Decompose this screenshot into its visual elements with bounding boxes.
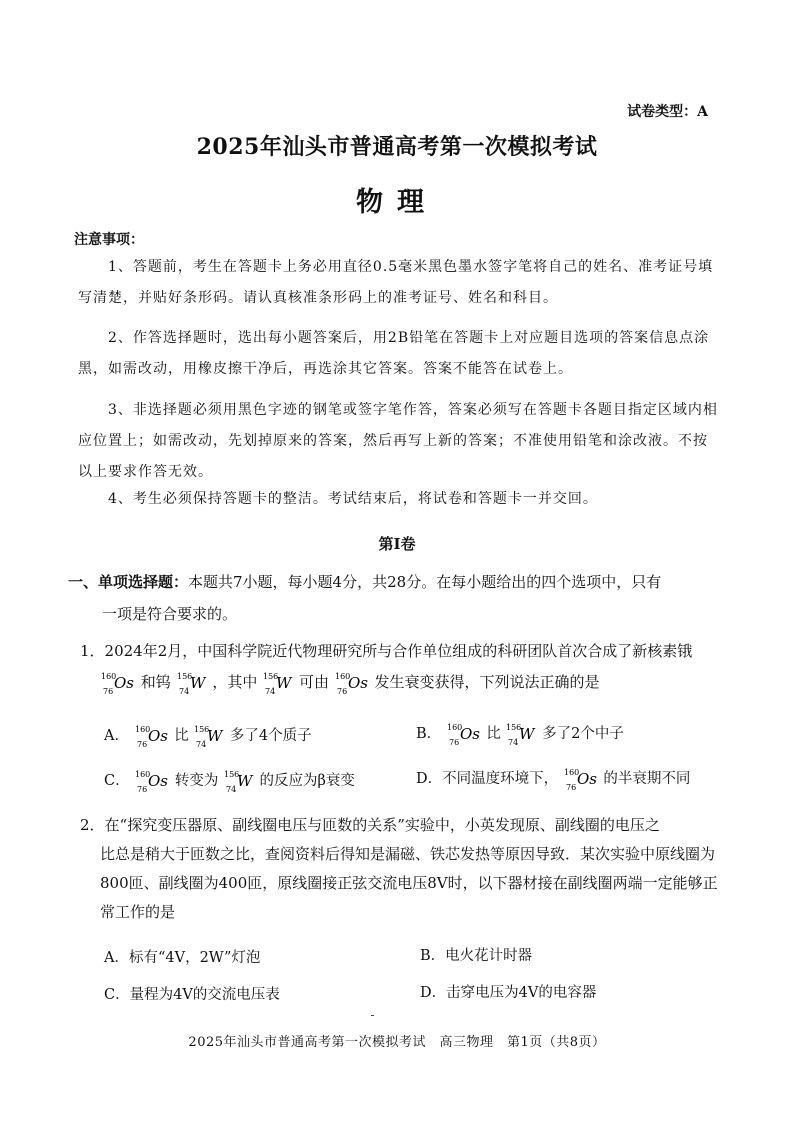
q1-text-2: ，其中 — [212, 673, 258, 691]
section-heading — [68, 566, 733, 630]
element-symbol: W — [207, 727, 223, 745]
nuclide-os — [564, 766, 598, 792]
mass-number: 160 — [135, 770, 151, 779]
q1-text-1: 和钨 — [140, 673, 171, 691]
nuclide-os — [335, 670, 369, 696]
element-symbol: Os — [347, 674, 368, 692]
option-text: 转变为 — [174, 773, 219, 789]
element-symbol: Os — [459, 725, 480, 743]
q1-option-d — [416, 766, 690, 792]
option-text: 比 — [486, 726, 501, 742]
subject-title: 物理 — [356, 187, 438, 218]
exam-type-label: 试卷类型：A — [627, 104, 708, 120]
option-text: 比 — [174, 728, 189, 744]
question-1 — [80, 636, 730, 698]
mass-number: 160 — [134, 725, 150, 734]
atomic-number: 76 — [336, 687, 347, 696]
atomic-number: 74 — [265, 687, 276, 696]
mass-number: 156 — [176, 672, 192, 681]
element-symbol: W — [519, 725, 535, 743]
q2-option-c: C．量程为4V的交流电压表 — [104, 987, 280, 1003]
q2-option-b: B．电火花计时器 — [420, 948, 533, 964]
nuclide-w — [224, 768, 254, 794]
q1-option-b — [416, 721, 624, 747]
option-label: A． — [104, 728, 129, 744]
nuclide-os — [135, 723, 169, 749]
atomic-number: 76 — [448, 738, 459, 747]
note-item-3: 3、非选择题必须用黑色字迹的钢笔或签字笔作答，答案必须写在答题卡各题目指定区域内相应位置上；如需改动，先划掉原来的答案，然后再写上新的答案；不准使用铅笔和涂改液。不按以上要求作答无效。 — [78, 402, 718, 480]
element-symbol: W — [189, 674, 205, 692]
atomic-number: 76 — [137, 785, 148, 794]
exam-title: 2025年汕头市普通高考第一次模拟考试 — [196, 134, 598, 160]
atomic-number: 76 — [565, 783, 576, 792]
atomic-number: 76 — [103, 687, 114, 696]
atomic-number: 74 — [225, 785, 237, 794]
question-1-line2 — [80, 667, 730, 698]
section-desc-line2: 一项是符合要求的。 — [102, 605, 238, 623]
q1-text-4: 发生衰变获得，下列说法正确的是 — [374, 673, 600, 691]
section-number: 一、单项选择题： — [68, 573, 189, 591]
q2-option-a: A．标有“4V，2W”灯泡 — [104, 950, 261, 966]
element-symbol: W — [276, 674, 292, 692]
option-label: B． — [416, 726, 442, 742]
question-2-line1: 2．在“探究变压器原、副线圈电压与匝数的关系”实验中，小英发现原、副线圈的电压之 — [80, 816, 660, 834]
element-symbol: Os — [114, 674, 134, 692]
section-desc-line1: 本题共7小题，每小题4分，共28分。在每小题给出的四个选项中，只有 — [188, 573, 662, 591]
q1-option-c — [104, 768, 355, 794]
page-footer: 2025年汕头市普通高考第一次模拟考试 高三物理 第1页（共8页） — [188, 1035, 606, 1050]
mass-number: 160 — [101, 672, 117, 681]
q1-option-a — [104, 723, 312, 749]
option-text: 的半衰期不同 — [603, 771, 691, 787]
nuclide-w — [177, 670, 207, 696]
note-item-1: 1、答题前，考生在答题卡上务必用直径0.5毫米黑色墨水签字笔将自己的姓名、准考证号填写清楚，并贴好条形码。请认真核准条形码上的准考证号、姓名和科目。 — [78, 259, 714, 306]
nuclide-w — [506, 721, 536, 747]
mass-number: 160 — [334, 672, 351, 681]
atomic-number: 76 — [136, 740, 147, 749]
element-symbol: Os — [148, 772, 169, 790]
note-item-4: 4、考生必须保持答题卡的整洁。考试结束后，将试卷和答题卡一并交回。 — [108, 491, 598, 507]
option-text: 多了2个中子 — [542, 726, 624, 742]
option-text: 多了4个质子 — [229, 728, 312, 744]
element-symbol: W — [236, 772, 253, 790]
mass-number: 160 — [446, 723, 463, 732]
mass-number: 156 — [506, 723, 522, 732]
atomic-number: 74 — [196, 740, 207, 749]
notes-heading: 注意事项： — [74, 232, 144, 248]
mass-number: 156 — [194, 725, 210, 734]
nuclide-os — [135, 768, 169, 794]
mass-number: 160 — [563, 768, 580, 777]
option-label: C． — [104, 773, 130, 789]
note-item-2: 2、作答选择题时，选出每小题答案后，用2B铅笔在答题卡上对应题目选项的答案信息点涂黑，如需改动，用橡皮擦干净后，再选涂其它答案。答案不能答在试卷上。 — [78, 330, 710, 377]
nuclide-os — [447, 721, 481, 747]
nuclide-os — [101, 670, 135, 696]
question-1-line1: 1．2024年2月，中国科学院近代物理研究所与合作单位组成的科研团队首次合成了新核素锇 — [80, 642, 693, 660]
nuclide-w — [263, 670, 293, 696]
volume-heading: 第Ⅰ卷 — [378, 535, 416, 553]
divider-mark — [371, 1015, 374, 1016]
mass-number: 156 — [263, 672, 279, 681]
question-2 — [80, 811, 730, 927]
q2-option-d: D．击穿电压为4V的电容器 — [420, 985, 597, 1001]
atomic-number: 74 — [178, 687, 189, 696]
option-label: D． — [416, 771, 443, 787]
atomic-number: 74 — [508, 738, 519, 747]
question-2-rest: 比总是稍大于匝数之比，查阅资料后得知是漏磁、铁芯发热等原因导致．某次实验中原线圈为800匝、副线圈为400匝，原线圈接正弦交流电压8V时，以下器材接在副线圈两端一定能够正常工作的是 — [100, 845, 718, 921]
mass-number: 156 — [223, 770, 240, 779]
element-symbol: Os — [147, 727, 168, 745]
option-text: 的反应为β衰变 — [259, 773, 355, 789]
option-text: 不同温度环境下， — [442, 771, 559, 787]
q1-text-3: 可由 — [298, 673, 329, 691]
element-symbol: Os — [576, 770, 597, 788]
nuclide-w — [194, 723, 224, 749]
